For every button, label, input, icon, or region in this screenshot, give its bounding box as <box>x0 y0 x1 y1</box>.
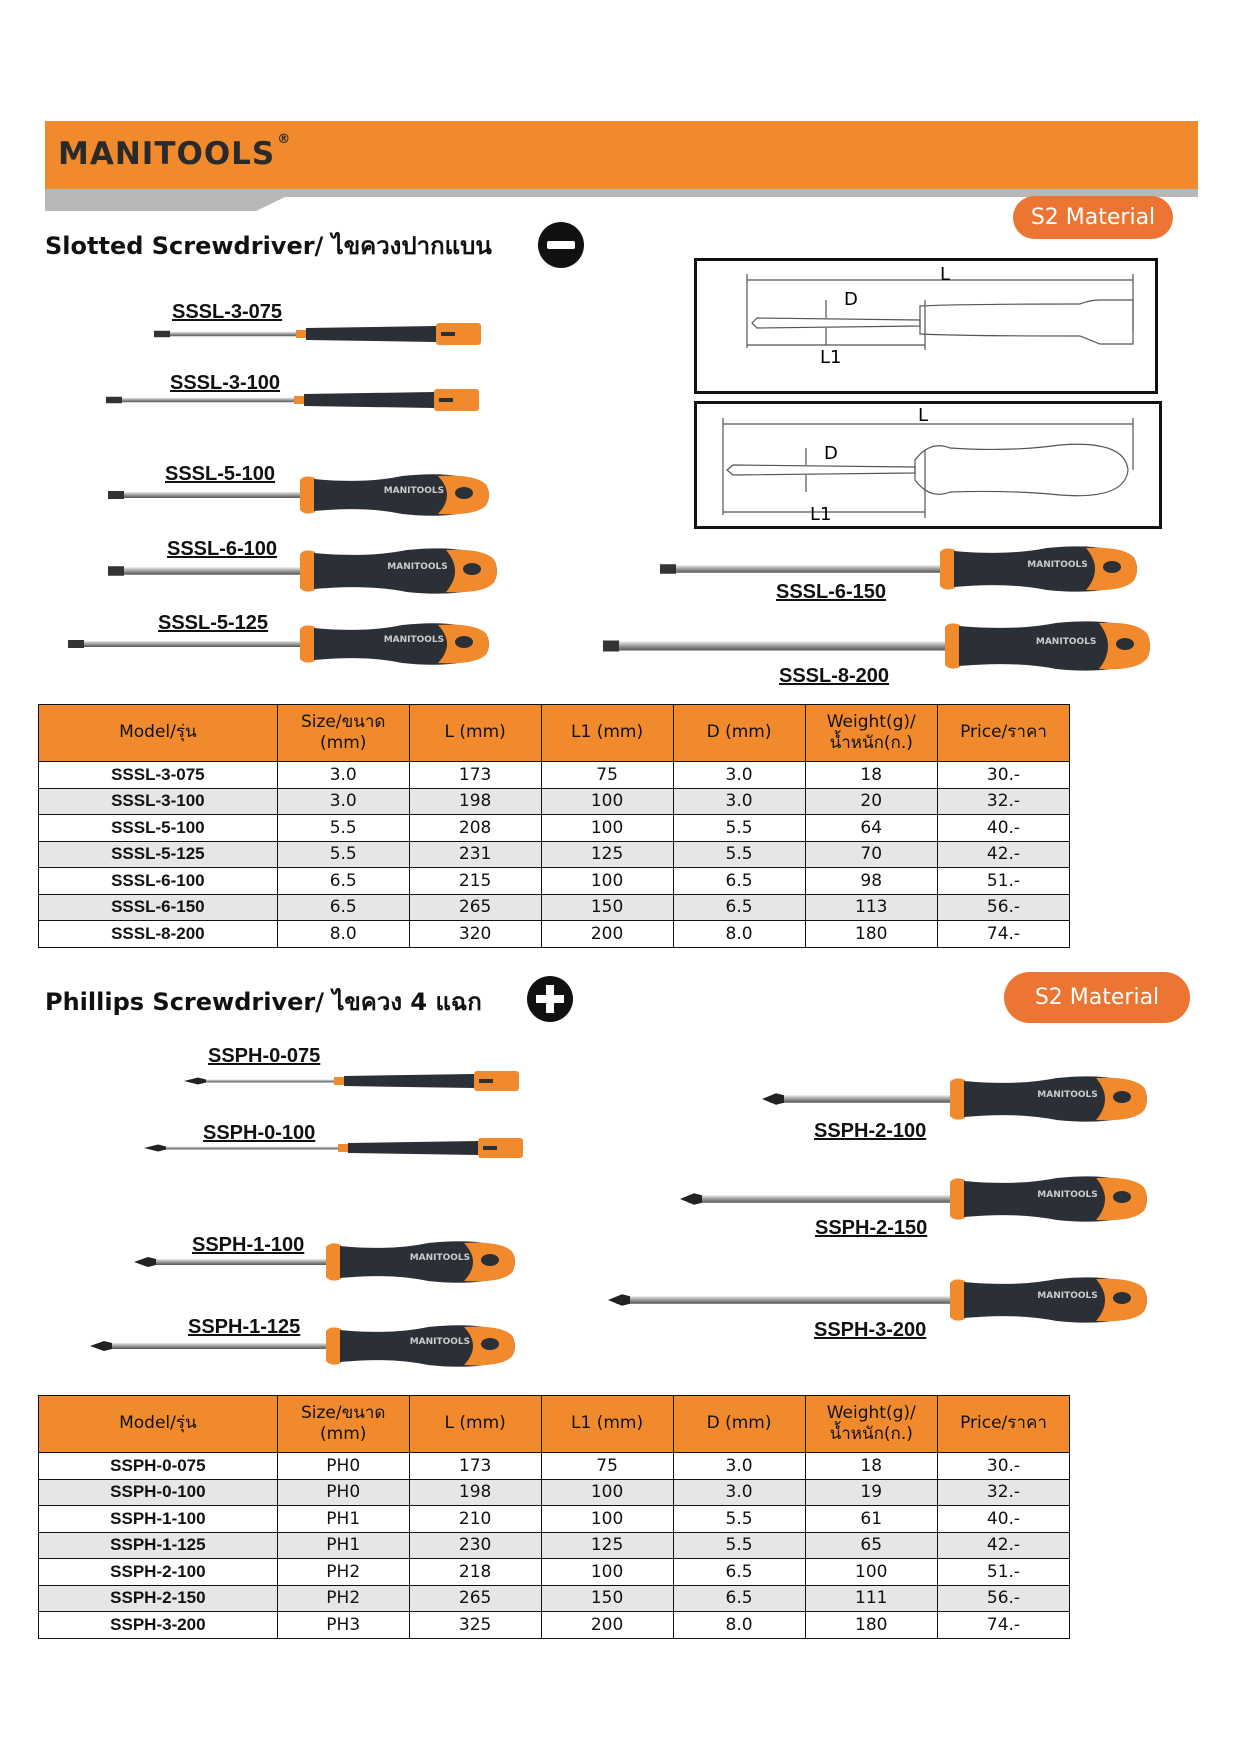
table-cell: 150 <box>541 894 673 921</box>
table-cell: 8.0 <box>277 921 409 948</box>
col-header: L (mm) <box>409 1396 541 1453</box>
table-row <box>39 1559 1070 1586</box>
screwdriver-image <box>106 389 479 411</box>
table-cell: 51.- <box>937 868 1069 895</box>
screwdriver-image <box>144 1138 523 1158</box>
table-cell: 8.0 <box>673 921 805 948</box>
col-header: Price/ราคา <box>937 705 1069 762</box>
table-cell: 180 <box>805 1612 937 1639</box>
table-cell: 64 <box>805 815 937 842</box>
table-cell: 3.0 <box>277 788 409 815</box>
table-cell: 6.5 <box>673 868 805 895</box>
table-cell: 42.- <box>937 841 1069 868</box>
table-cell: 18 <box>805 1453 937 1480</box>
table-row <box>39 1453 1070 1480</box>
table-row <box>39 815 1070 842</box>
dim-label-L-2: L <box>918 405 929 426</box>
table-cell: 5.5 <box>673 1532 805 1559</box>
table-cell: 111 <box>805 1585 937 1612</box>
table-cell: 5.5 <box>673 841 805 868</box>
col-header: D (mm) <box>673 1396 805 1453</box>
product-label: SSSL-3-075 <box>172 301 283 323</box>
table-cell: 65 <box>805 1532 937 1559</box>
table-cell: SSSL-3-100 <box>39 788 278 815</box>
table-cell: SSPH-0-075 <box>39 1453 278 1480</box>
table-cell: SSSL-6-150 <box>39 894 278 921</box>
table-cell: 100 <box>541 1479 673 1506</box>
table-cell: 40.- <box>937 815 1069 842</box>
col-header: L (mm) <box>409 705 541 762</box>
handle-logo-text: MANITOOLS <box>409 1337 471 1347</box>
table-cell: 200 <box>541 1612 673 1639</box>
table-row <box>39 894 1070 921</box>
table-cell: PH3 <box>277 1612 409 1639</box>
col-header: D (mm) <box>673 705 805 762</box>
col-header: L1 (mm) <box>541 1396 673 1453</box>
table-cell: 30.- <box>937 762 1069 789</box>
product-label: SSPH-1-100 <box>192 1234 305 1256</box>
table-cell: 5.5 <box>277 841 409 868</box>
handle-logo-text: MANITOOLS <box>409 1253 471 1263</box>
table-cell: 42.- <box>937 1532 1069 1559</box>
handle-logo-text: MANITOOLS <box>1027 560 1088 570</box>
product-label: SSSL-6-150 <box>776 581 887 603</box>
product-label: SSSL-6-100 <box>167 538 278 560</box>
table-cell: 3.0 <box>673 1453 805 1480</box>
table-cell: 6.5 <box>673 1559 805 1586</box>
table-cell: SSSL-8-200 <box>39 921 278 948</box>
table-header-row <box>39 1396 1070 1453</box>
screwdriver-image <box>184 1071 519 1091</box>
table-cell: 100 <box>541 1506 673 1533</box>
table-row <box>39 762 1070 789</box>
table-row <box>39 788 1070 815</box>
screwdriver-image <box>603 621 1150 670</box>
table-cell: 51.- <box>937 1559 1069 1586</box>
table-cell: 18 <box>805 762 937 789</box>
table-cell: PH2 <box>277 1559 409 1586</box>
dim-label-D: D <box>844 289 858 310</box>
table-cell: 100 <box>541 868 673 895</box>
table-cell: 265 <box>409 894 541 921</box>
table-cell: 30.- <box>937 1453 1069 1480</box>
table-cell: 40.- <box>937 1506 1069 1533</box>
table-row <box>39 1479 1070 1506</box>
table-cell: 5.5 <box>673 1506 805 1533</box>
handle-logo-text: MANITOOLS <box>1037 1190 1098 1200</box>
dim-label-L1: L1 <box>820 347 842 368</box>
table-cell: 6.5 <box>277 894 409 921</box>
dim-label-D-2: D <box>824 443 838 464</box>
section-title-slotted: Slotted Screwdriver/ ไขควงปากแบน <box>45 232 492 260</box>
table-cell: SSPH-0-100 <box>39 1479 278 1506</box>
section-title-phillips: Phillips Screwdriver/ ไขควง 4 แฉก <box>45 988 482 1016</box>
table-cell: SSSL-5-100 <box>39 815 278 842</box>
table-cell: SSPH-2-150 <box>39 1585 278 1612</box>
table-cell: 6.5 <box>277 868 409 895</box>
screwdriver-image <box>660 546 1137 591</box>
col-header: Weight(g)/ น้ำหนัก(ก.) <box>805 1396 937 1453</box>
table-cell: SSSL-5-125 <box>39 841 278 868</box>
plus-circle-icon <box>527 976 573 1022</box>
table-cell: 74.- <box>937 921 1069 948</box>
table-cell: 150 <box>541 1585 673 1612</box>
table-cell: 3.0 <box>277 762 409 789</box>
product-label: SSPH-2-150 <box>815 1217 928 1239</box>
table-cell: 5.5 <box>673 815 805 842</box>
product-label: SSSL-5-125 <box>158 612 269 634</box>
table-cell: 20 <box>805 788 937 815</box>
screwdriver-image <box>68 623 489 665</box>
material-badge-slotted: S2 Material <box>1013 196 1173 239</box>
table-row <box>39 1506 1070 1533</box>
product-label: SSPH-0-100 <box>203 1122 316 1144</box>
col-header: Size/ขนาด (mm) <box>277 1396 409 1453</box>
table-cell: 113 <box>805 894 937 921</box>
table-row <box>39 868 1070 895</box>
table-cell: 61 <box>805 1506 937 1533</box>
table-cell: 74.- <box>937 1612 1069 1639</box>
table-cell: SSPH-3-200 <box>39 1612 278 1639</box>
table-cell: 198 <box>409 788 541 815</box>
handle-logo-text: MANITOOLS <box>383 486 445 496</box>
table-cell: SSSL-6-100 <box>39 868 278 895</box>
table-row <box>39 1532 1070 1559</box>
table-cell: 3.0 <box>673 1479 805 1506</box>
screwdriver-image <box>608 1277 1147 1322</box>
table-cell: 210 <box>409 1506 541 1533</box>
table-cell: 3.0 <box>673 762 805 789</box>
table-cell: 265 <box>409 1585 541 1612</box>
product-label: SSSL-8-200 <box>779 665 890 687</box>
dim-label-L1-2: L1 <box>810 504 832 525</box>
product-label: SSPH-3-200 <box>814 1319 927 1341</box>
table-cell: SSPH-1-100 <box>39 1506 278 1533</box>
table-cell: 19 <box>805 1479 937 1506</box>
table-cell: 3.0 <box>673 788 805 815</box>
table-cell: 100 <box>541 788 673 815</box>
table-cell: 8.0 <box>673 1612 805 1639</box>
table-cell: 230 <box>409 1532 541 1559</box>
table-row <box>39 1585 1070 1612</box>
handle-logo-text: MANITOOLS <box>1037 1090 1098 1100</box>
col-header: Weight(g)/ น้ำหนัก(ก.) <box>805 705 937 762</box>
col-header: L1 (mm) <box>541 705 673 762</box>
table-cell: 125 <box>541 841 673 868</box>
table-cell: 215 <box>409 868 541 895</box>
spec-table-slotted <box>38 704 1070 948</box>
table-cell: 200 <box>541 921 673 948</box>
table-cell: PH0 <box>277 1479 409 1506</box>
table-cell: SSSL-3-075 <box>39 762 278 789</box>
table-cell: 198 <box>409 1479 541 1506</box>
col-header: Size/ขนาด (mm) <box>277 705 409 762</box>
table-row <box>39 1612 1070 1639</box>
dim-label-L: L <box>940 264 951 285</box>
table-cell: 218 <box>409 1559 541 1586</box>
screwdriver-image <box>762 1076 1147 1121</box>
table-cell: 100 <box>805 1559 937 1586</box>
handle-logo-text: MANITOOLS <box>1037 1291 1098 1301</box>
table-header-row <box>39 705 1070 762</box>
table-cell: 70 <box>805 841 937 868</box>
screwdriver-image <box>90 1325 515 1367</box>
handle-logo-text: MANITOOLS <box>1035 637 1097 647</box>
table-cell: 6.5 <box>673 1585 805 1612</box>
screwdriver-image <box>680 1176 1147 1221</box>
table-cell: 325 <box>409 1612 541 1639</box>
table-cell: 56.- <box>937 1585 1069 1612</box>
table-cell: 180 <box>805 921 937 948</box>
handle-logo-text: MANITOOLS <box>383 635 445 645</box>
table-cell: 75 <box>541 762 673 789</box>
table-row <box>39 921 1070 948</box>
table-cell: PH2 <box>277 1585 409 1612</box>
table-cell: 173 <box>409 1453 541 1480</box>
table-cell: 6.5 <box>673 894 805 921</box>
col-header: Model/รุ่น <box>39 1396 278 1453</box>
table-cell: 173 <box>409 762 541 789</box>
product-label: SSPH-0-075 <box>208 1045 321 1067</box>
handle-logo-text: MANITOOLS <box>387 562 448 572</box>
product-label: SSPH-1-125 <box>188 1316 301 1338</box>
spec-table-phillips <box>38 1395 1070 1639</box>
col-header: Price/ราคา <box>937 1396 1069 1453</box>
table-cell: PH1 <box>277 1532 409 1559</box>
material-badge-phillips: S2 Material <box>1004 972 1190 1023</box>
product-label: SSSL-3-100 <box>170 372 281 394</box>
table-cell: 100 <box>541 815 673 842</box>
product-label: SSSL-5-100 <box>165 463 276 485</box>
table-cell: 32.- <box>937 788 1069 815</box>
table-cell: 125 <box>541 1532 673 1559</box>
brand-logo: MANITOOLS ® <box>58 132 292 172</box>
table-cell: 32.- <box>937 1479 1069 1506</box>
table-cell: PH1 <box>277 1506 409 1533</box>
col-header: Model/รุ่น <box>39 705 278 762</box>
table-cell: 208 <box>409 815 541 842</box>
table-cell: 231 <box>409 841 541 868</box>
table-cell: 320 <box>409 921 541 948</box>
table-cell: 5.5 <box>277 815 409 842</box>
table-cell: 56.- <box>937 894 1069 921</box>
diagram-box-bulb <box>694 401 1162 529</box>
table-row <box>39 841 1070 868</box>
table-cell: SSPH-1-125 <box>39 1532 278 1559</box>
table-cell: 75 <box>541 1453 673 1480</box>
product-label: SSPH-2-100 <box>814 1120 927 1142</box>
table-cell: PH0 <box>277 1453 409 1480</box>
diagram-box-thin <box>694 258 1158 394</box>
screwdriver-image <box>154 323 481 345</box>
table-cell: 100 <box>541 1559 673 1586</box>
table-cell: SSPH-2-100 <box>39 1559 278 1586</box>
table-cell: 98 <box>805 868 937 895</box>
